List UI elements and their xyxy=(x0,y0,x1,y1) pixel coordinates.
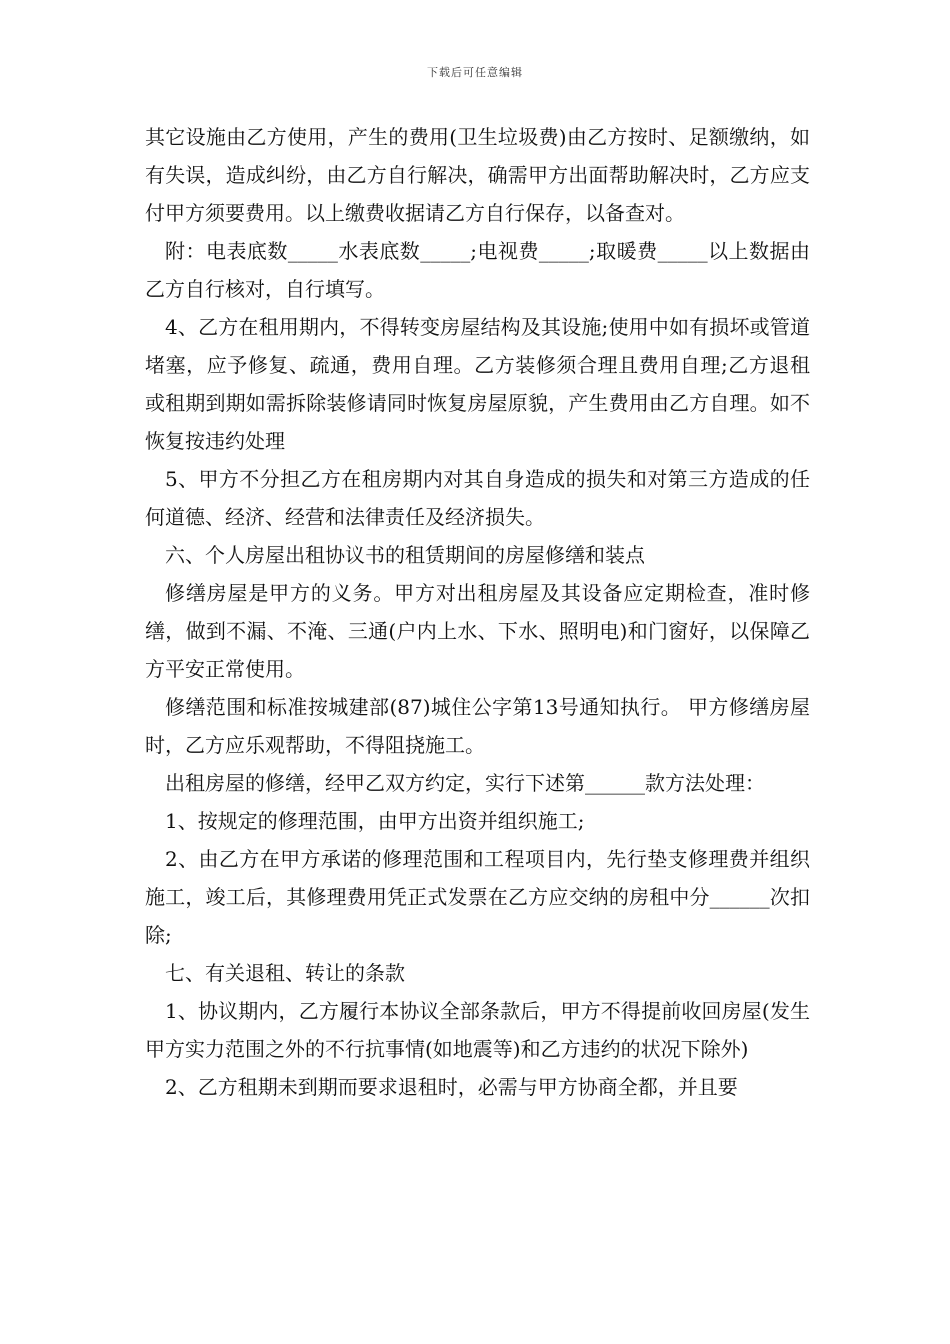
paragraph-clause-5: 5、甲方不分担乙方在租房期内对其自身造成的损失和对第三方造成的任何道德、经济、经营和法律责任及经济损失。 xyxy=(145,467,810,529)
paragraph-repair-option-2: 2、由乙方在甲方承诺的修理范围和工程项目内，先行垫支修理费并组织施工，竣工后，其修理费用凭正式发票在乙方应交纳的房租中分______次扣除; xyxy=(145,847,810,947)
paragraph-repair-scope: 修缮范围和标准按城建部(87)城住公字第13号通知执行。 甲方修缮房屋时，乙方应乐观帮助，不得阻挠施工。 xyxy=(145,695,810,757)
paragraph-termination-1: 1、协议期内，乙方履行本协议全部条款后，甲方不得提前收回房屋(发生甲方实力范围之外的不行抗事情(如地震等)和乙方违约的状况下除外) xyxy=(145,999,810,1061)
paragraph-repair-duty: 修缮房屋是甲方的义务。甲方对出租房屋及其设备应定期检查，准时修缮，做到不漏、不淹、三通(户内上水、下水、照明电)和门窗好，以保障乙方平安正常使用。 xyxy=(145,581,810,681)
paragraph-repair-option-1: 1、按规定的修理范围，由甲方出资并组织施工; xyxy=(165,809,585,833)
paragraph-meter-readings: 附：电表底数_____水表底数_____;电视费_____;取暖费_____以上数据由乙方自行核对，自行填写。 xyxy=(145,239,810,301)
paragraph-facilities-fees: 其它设施由乙方使用，产生的费用(卫生垃圾费)由乙方按时、足额缴纳，如有失误，造成纠纷，由乙方自行解决，确需甲方出面帮助解决时，乙方应支付甲方须要费用。以上缴费收据请乙方自行保存，以备查对。 xyxy=(145,125,810,225)
document-body xyxy=(145,118,810,1106)
paragraph-termination-2: 2、乙方租期未到期而要求退租时，必需与甲方协商全都，并且要 xyxy=(165,1075,738,1099)
section-heading-termination: 七、有关退租、转让的条款 xyxy=(165,961,405,985)
page-header: 下载后可任意编辑 xyxy=(427,66,523,79)
section-heading-repairs: 六、个人房屋出租协议书的租赁期间的房屋修缮和装点 xyxy=(165,543,645,567)
paragraph-clause-4: 4、乙方在租用期内，不得转变房屋结构及其设施;使用中如有损坏或管道堵塞，应予修复、疏通，费用自理。乙方装修须合理且费用自理;乙方退租或租期到期如需拆除装修请同时恢复房屋原貌，产生费用由乙方自理。如不恢复按违约处理 xyxy=(145,315,810,453)
paragraph-repair-method: 出租房屋的修缮，经甲乙双方约定，实行下述第______款方法处理： xyxy=(165,771,765,795)
